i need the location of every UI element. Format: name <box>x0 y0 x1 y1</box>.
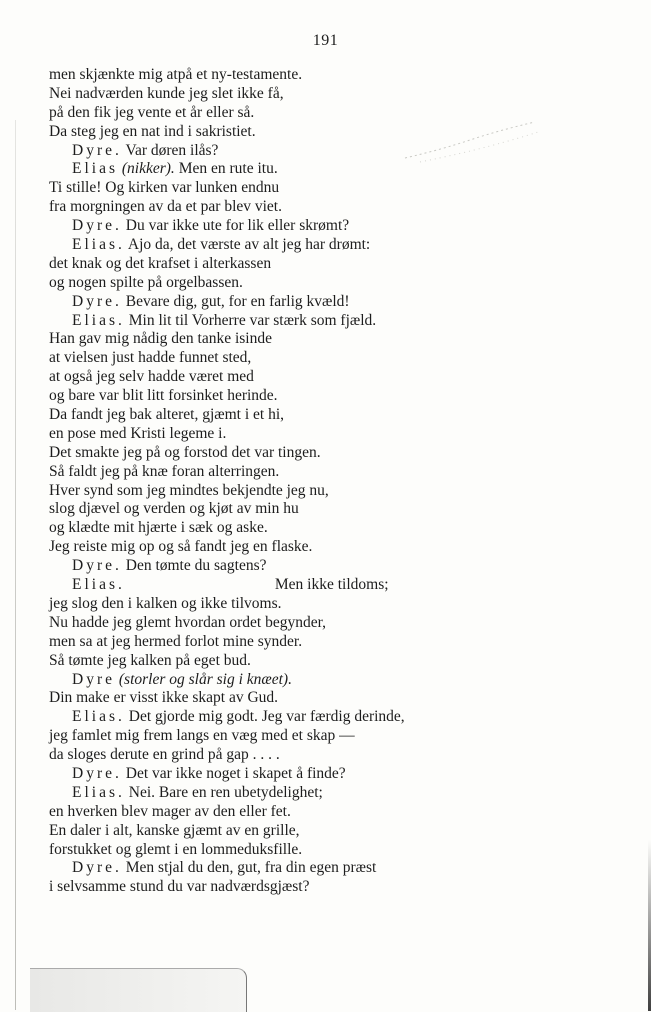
text-line <box>49 671 519 690</box>
speaker-name: Elias. <box>72 236 125 254</box>
text-line <box>49 784 519 803</box>
text-line <box>49 274 519 293</box>
text-line <box>49 444 519 463</box>
text-line <box>49 142 519 161</box>
stage-direction: (nikker). <box>121 160 175 178</box>
line-text: Ajo da, det værste av alt jeg har drømt: <box>124 236 371 254</box>
text-line <box>49 312 519 331</box>
text-line <box>49 765 519 784</box>
page-tab-mark <box>30 968 247 1012</box>
text-line <box>49 425 519 444</box>
line-text: Hver synd som jeg mindtes bekjendte jeg nu, <box>49 481 329 499</box>
line-text: Det var ikke noget i skapet å finde? <box>121 764 346 782</box>
text-line <box>49 519 519 538</box>
text-line <box>49 349 519 368</box>
line-text: Nei nadværden kunde jeg slet ikke få, <box>49 84 284 102</box>
speaker-name: Dyre. <box>72 557 122 575</box>
line-text: Jeg reiste mig op og så fandt jeg en flaske. <box>49 538 313 556</box>
text-line <box>49 217 519 236</box>
text-line <box>49 482 519 501</box>
text-line <box>49 689 519 708</box>
text-line <box>49 859 519 878</box>
line-text: Men ikke tildoms; <box>274 576 389 594</box>
text-line <box>49 500 519 519</box>
line-text: Da fandt jeg bak alteret, gjæmt i et hi, <box>49 406 285 424</box>
line-text: og klædte mit hjærte i sæk og aske. <box>49 519 268 537</box>
text-line <box>49 406 519 425</box>
line-text: på den fik jeg vente et år eller så. <box>49 103 255 121</box>
text-line <box>49 463 519 482</box>
line-text: Så faldt jeg på knæ foran alterringen. <box>49 462 280 480</box>
speaker-name: Dyre. <box>72 141 122 159</box>
line-text: Bevare dig, gut, for en farlig kvæld! <box>121 292 350 310</box>
line-text: Du var ikke ute for lik eller skrømt? <box>121 217 350 235</box>
line-text: da sloges derute en grind på gap . . . . <box>49 746 280 764</box>
line-text: jeg famlet mig frem langs en væg med et skap — <box>49 727 355 745</box>
line-text: Nu hadde jeg glemt hvordan ordet begynder, <box>49 613 327 631</box>
text-line <box>49 66 519 85</box>
text-line <box>49 708 519 727</box>
speaker-name: Dyre. <box>72 764 122 782</box>
page-gutter-line <box>15 120 16 1010</box>
text-line <box>49 538 519 557</box>
text-line <box>49 236 519 255</box>
line-text: og nogen spilte på orgelbassen. <box>49 273 243 291</box>
line-text: i selvsamme stund du var nadværdsgjæst? <box>49 878 310 896</box>
text-line <box>49 614 519 633</box>
text-line <box>49 878 519 897</box>
text-line <box>49 652 519 671</box>
line-text: slog djævel og verden og kjøt av min hu <box>49 500 299 518</box>
line-text: at vielsen just hadde funnet sted, <box>49 349 252 367</box>
line-text: Det smakte jeg på og forstod det var tingen. <box>49 443 321 461</box>
line-text: forstukket og glemt i en lommeduksfille. <box>49 840 303 858</box>
speaker-name: Dyre. <box>72 859 122 877</box>
line-text: men skjænkte mig atpå et ny-testamente. <box>49 66 303 83</box>
line-text: Var døren ilås? <box>121 141 219 159</box>
text-line <box>49 727 519 746</box>
line-text: Det gjorde mig godt. Jeg var færdig derinde, <box>124 708 405 726</box>
text-line <box>49 104 519 123</box>
line-text: En daler i alt, kanske gjæmt av en grille, <box>49 821 300 839</box>
line-text: men sa at jeg hermed forlot mine synder. <box>49 632 303 650</box>
speaker-name: Elias. <box>72 576 125 594</box>
text-line <box>49 198 519 217</box>
line-text: fra morgningen av da et par blev viet. <box>49 198 282 216</box>
text-line <box>49 387 519 406</box>
text-line <box>49 179 519 198</box>
speaker-name: Dyre. <box>72 217 122 235</box>
text-line <box>49 368 519 387</box>
text-line <box>49 255 519 274</box>
line-text: Men stjal du den, gut, fra din egen præst <box>121 859 377 877</box>
text-line <box>49 746 519 765</box>
line-text: Ti stille! Og kirken var lunken endnu <box>49 179 280 197</box>
stage-direction: (storler og slår sig i knæet). <box>118 670 292 688</box>
line-text: det knak og det krafset i alterkassen <box>49 254 272 272</box>
text-line <box>49 330 519 349</box>
text-line <box>49 595 519 614</box>
line-text: en pose med Kristi legeme i. <box>49 424 227 442</box>
speaker-name: Dyre. <box>72 292 122 310</box>
verse-text <box>49 66 519 897</box>
text-line <box>49 557 519 576</box>
text-line <box>49 803 519 822</box>
text-line <box>49 85 519 104</box>
text-line <box>49 160 519 179</box>
speaker-name: Dyre <box>72 670 115 688</box>
line-text: Min lit til Vorherre var stærk som fjæld. <box>124 311 377 329</box>
page-number: 191 <box>312 32 339 49</box>
line-text: Da steg jeg en nat ind i sakristiet. <box>49 122 256 140</box>
line-text: jeg slog den i kalken og ikke tilvoms. <box>49 594 282 612</box>
line-text: Din make er visst ikke skapt av Gud. <box>49 689 279 707</box>
line-text: at også jeg selv hadde været med <box>49 368 254 386</box>
speaker-name: Elias. <box>72 783 125 801</box>
text-line <box>49 576 519 595</box>
line-text: Men en rute itu. <box>174 160 278 178</box>
text-line <box>49 123 519 142</box>
speaker-name: Elias. <box>72 708 125 726</box>
text-line <box>49 822 519 841</box>
text-line <box>49 841 519 860</box>
line-text: en hverken blev mager av den eller fet. <box>49 802 291 820</box>
line-text: Den tømte du sagtens? <box>121 557 267 575</box>
speaker-name: Elias. <box>72 311 125 329</box>
text-line <box>49 293 519 312</box>
text-line <box>49 633 519 652</box>
line-text: og bare var blit litt forsinket herinde. <box>49 387 278 405</box>
line-text: Han gav mig nådig den tanke isinde <box>49 330 272 348</box>
speaker-name: Elias <box>72 160 118 178</box>
line-text: Så tømte jeg kalken på eget bud. <box>49 651 251 669</box>
line-text: Nei. Bare en ren ubetydelighet; <box>124 783 323 801</box>
